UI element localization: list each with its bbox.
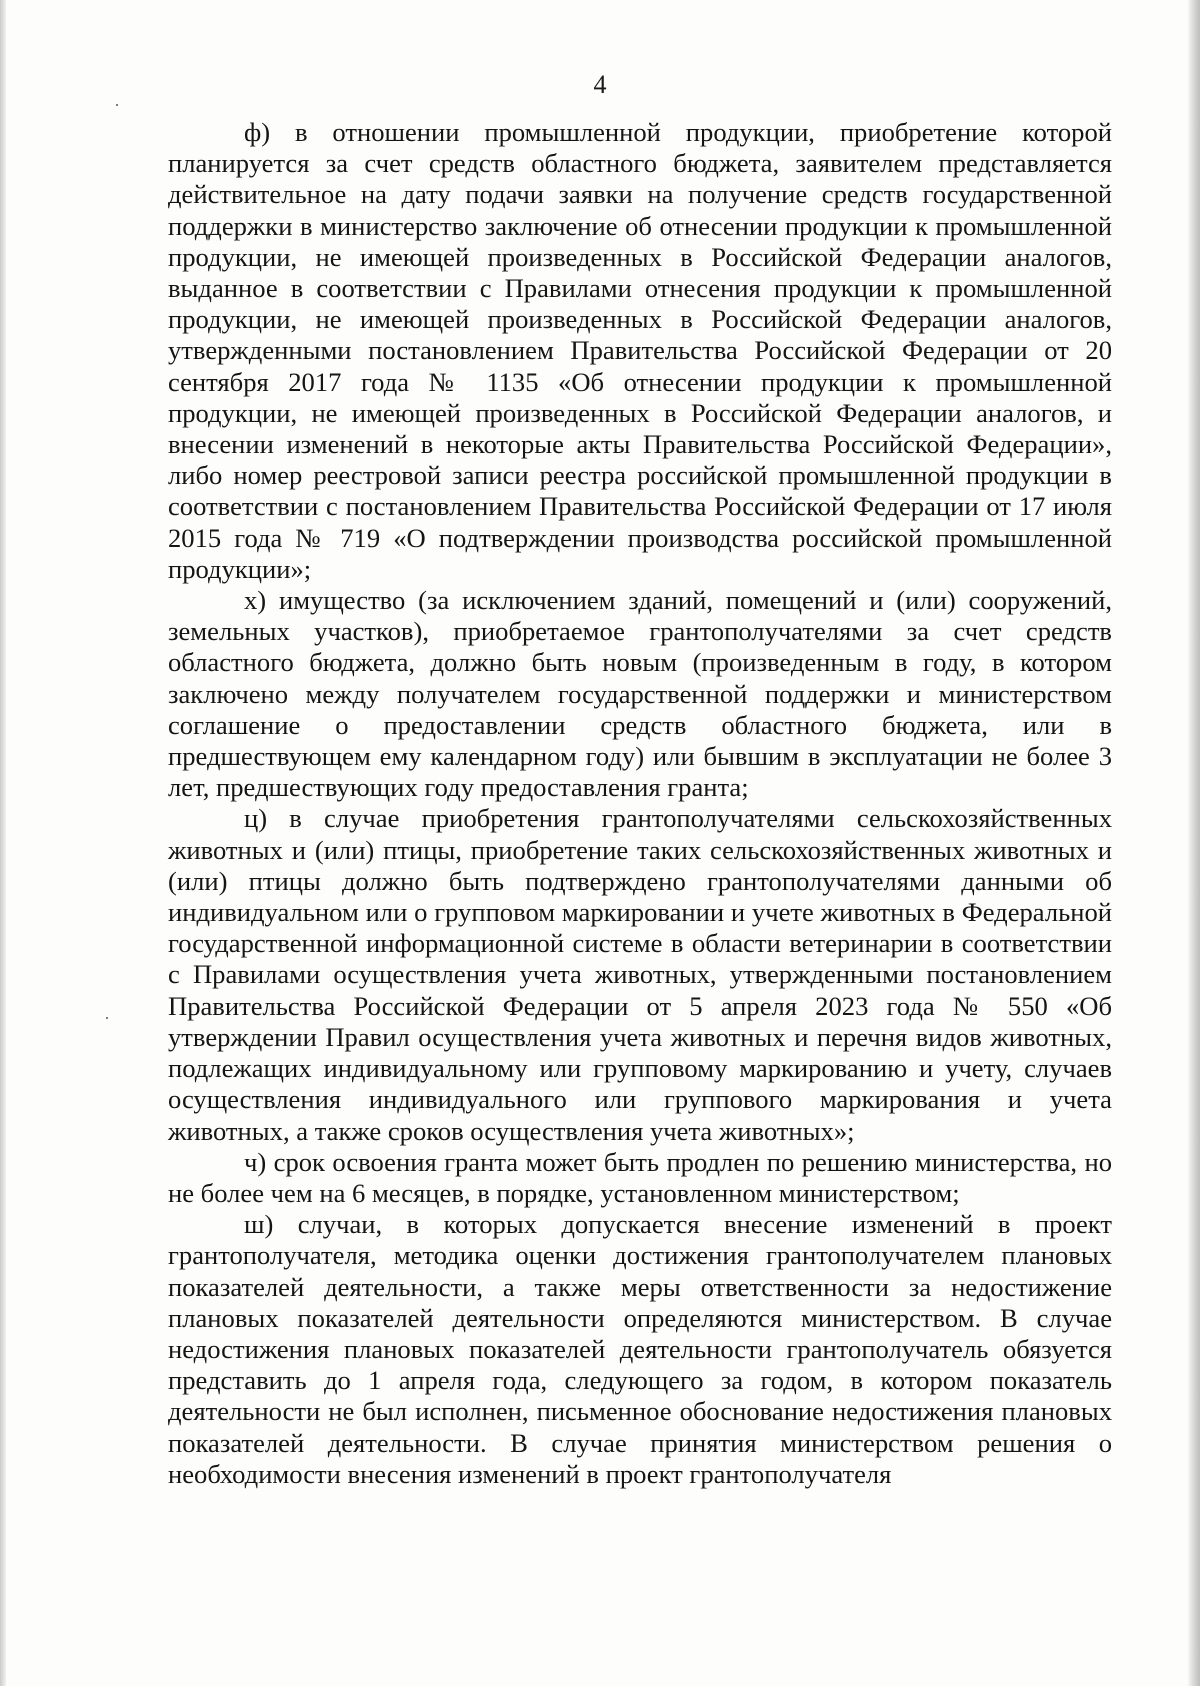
scan-speck [106, 1017, 108, 1019]
paragraph-sh: ш) случаи, в которых допускается внесение изменений в проект грантополучателя, методика оценки достижения грантополучателем плановых показателей деятельности, а также меры ответственности за недостижение плановых показателей деятельности определяются министерством. В случае недостижения плановых показателей деятельности грантополучатель обязуется представить до 1 апреля года, следующего за годом, в котором показатель деятельности не был исполнен, письменное обоснование недостижения плановых показателей деятельности. В случае принятия министерством решения о необходимости внесения изменений в проект грантополучателя [168, 1209, 1112, 1489]
scan-edge-right [1188, 0, 1200, 1686]
scan-edge-left [0, 0, 6, 1686]
paragraph-ch: ч) срок освоения гранта может быть продлен по решению министерства, но не более чем на 6 месяцев, в порядке, установленном министерством; [168, 1146, 1112, 1208]
document-body [168, 117, 1112, 1490]
paragraph-f: ф) в отношении промышленной продукции, приобретение которой планируется за счет средств областного бюджета, заявителем представляется действительное на дату подачи заявки на получение средств государственной поддержки в министерство заключение об отнесении продукции к промышленной продукции, не имеющей произведенных в Российской Федерации аналогов, выданное в соответствии с Правилами отнесения продукции к промышленной продукции, не имеющей произведенных в Российской Федерации аналогов, утвержденными постановлением Правительства Российской Федерации от 20 сентября 2017 года № 1135 «Об отнесении продукции к промышленной продукции, не имеющей произведенных в Российской Федерации аналогов, и внесении изменений в некоторые акты Правительства Российской Федерации», либо номер реестровой записи реестра российской промышленной продукции в соответствии с постановлением Правительства Российской Федерации от 17 июля 2015 года № 719 «О подтверждении производства российской промышленной продукции»; [168, 117, 1112, 584]
scan-speck [116, 104, 118, 106]
page-number: 4 [593, 70, 607, 99]
paragraph-kh: х) имущество (за исключением зданий, помещений и (или) сооружений, земельных участков), приобретаемое грантополучателями за счет средств областного бюджета, должно быть новым (произведенным в году, в котором заключено между получателем государственной поддержки и министерством соглашение о предоставлении средств областного бюджета, или в предшествующем ему календарном году) или бывшим в эксплуатации не более 3 лет, предшествующих году предоставления гранта; [168, 585, 1112, 803]
paragraph-ts: ц) в случае приобретения грантополучателями сельскохозяйственных животных и (или) птицы, приобретение таких сельскохозяйственных животных и (или) птицы должно быть подтверждено грантополучателями данными об индивидуальном или о групповом маркировании и учете животных в Федеральной государственной информационной системе в области ветеринарии в соответствии с Правилами осуществления учета животных, утвержденными постановлением Правительства Российской Федерации от 5 апреля 2023 года № 550 «Об утверждении Правил осуществления учета животных и перечня видов животных, подлежащих индивидуальному или групповому маркированию и учету, случаев осуществления индивидуального или группового маркирования и учета животных, а также сроков осуществления учета животных»; [168, 803, 1112, 1146]
